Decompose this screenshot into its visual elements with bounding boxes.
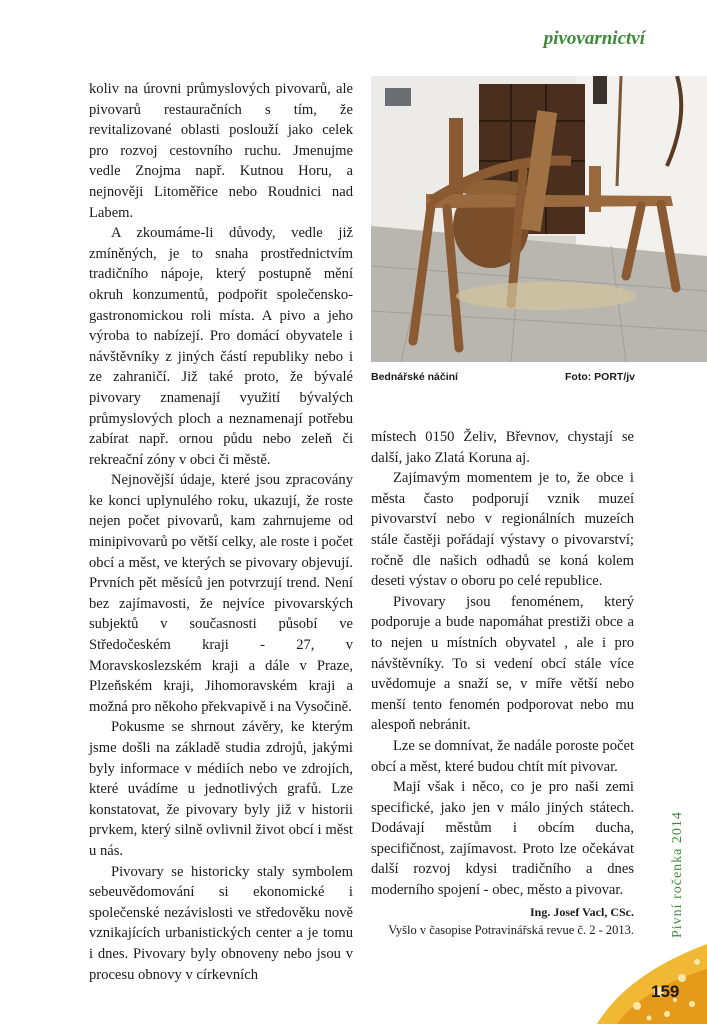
paragraph: Mají však i něco, co je pro naši zemi specifické, jako jen v málo jiných státech. Dodávají městům i obcím ducha, specifičnost, zajímavost. Proto lze očekávat další rozvoj kdysi tradičního a dnes moderního spojení - obec, město a pivovar.: [371, 779, 634, 899]
caption-text: Bednářské náčiní: [371, 371, 458, 383]
source-note: Vyšlo v časopise Potravinářská revue č. 2 - 2013.: [388, 922, 634, 937]
author-signature: Ing. Josef Vacl, CSc.: [529, 904, 634, 919]
beer-foam-decoration: [597, 934, 707, 1024]
paragraph: Lze se domnívat, že nadále poroste počet obcí a měst, které budou chtít mít pivovar.: [371, 737, 634, 775]
paragraph: A zkoumáme-li důvody, vedle již zmíněných, je to snaha prostřednictvím tradičního nápoje, který postupně mění okruh konzumentů, podpořit společensko-gastronomickou roli místa. A pivo a jeho výroba to nabízejí. Pro domácí obyvatele i návštěvníky z jiných částí republiky nebo i ze zahraničí. Již také proto, že bývalé pivovary znamenají využití bývalých průmyslových ploch a neznamenají potřebu zabírat např. ornou půdu nebo zeleň či rekreační zóny v obci či městě.: [89, 225, 353, 468]
section-title: pivovarnictví: [543, 28, 645, 49]
paragraph: místech 0150 Želiv, Břevnov, chystají se další, jako Zlatá Koruna aj.: [371, 429, 634, 466]
right-text-column: [371, 427, 634, 939]
publication-name: Pivní ročenka 2014: [670, 811, 685, 938]
cooperage-tools-photo: [371, 76, 707, 362]
paragraph: koliv na úrovni průmyslových pivovarů, ale pivovarů restauračních s tím, že revitalizované oblasti poslouží jako celek pro rozvoj cestovního ruchu. Jmenujme vedle Znojma např. Kutnou Horu, a nejnověji Litoměřice nebo Roudnici nad Labem.: [89, 81, 353, 221]
paragraph: Nejnovější údaje, které jsou zpracovány ke konci uplynulého roku, ukazují, že roste nejen počet pivovarů, kam zahrnujeme od minipivovarů po větší celky, ale roste i počet obcí a měst, ve kterých se pivovary objevují. Prvních pět měsíců jen potvrzují trend. Není bez zajímavosti, že nejvíce pivovarských subjektů v současnosti působí ve Středočeském kraji - 27, v Moravskoslezském kraji a dále v Praze, Plzeňském kraji, Jihomoravském kraji a možná pro někoho překvapivě i na Vysočině.: [89, 472, 353, 715]
paragraph: Pokusme se shrnout závěry, ke kterým jsme došli na základě studia zdrojů, jakými byly informace v médiích nebo ve zdrojích, které uvádíme u jednotlivých grafů. Lze konstatovat, že pivovary byly již v historii prvkem, který silně ovlivnil život obcí i měst u nás.: [89, 719, 353, 859]
paragraph: Zajímavým momentem je to, že obce i města často podporují vznik muzeí pivovarství nebo v regionálních muzeích stále častěji pořádají výstavy o pivovarství; ročně dle našich odhadů se koná kolem deseti výstav o oboru po celé republice.: [371, 470, 634, 590]
paragraph: Pivovary jsou fenoménem, který podporuje a bude napomáhat prestiži obce a to nejen u místních obyvatel , ale i pro návštěvníky. To si vedení obcí stále více uvědomuje a snaží se, v míře větší nebo menší tento fenomén podporovat nebo mu alespoň nebránit.: [371, 593, 634, 734]
photo-caption: [371, 371, 635, 383]
paragraph: Pivovary se historicky staly symbolem sebeuvědomování si ekonomické i společenské nezávislosti ve středověku nově vznikajících urbanistických center a je tomu i dnes. Pivovary byly obnoveny nebo jsou v procesu obnovy v církevních: [89, 863, 353, 983]
page-number: 159: [651, 982, 680, 1001]
photo-credit: Foto: PORT/jv: [565, 371, 635, 383]
left-text-column: [89, 79, 353, 985]
